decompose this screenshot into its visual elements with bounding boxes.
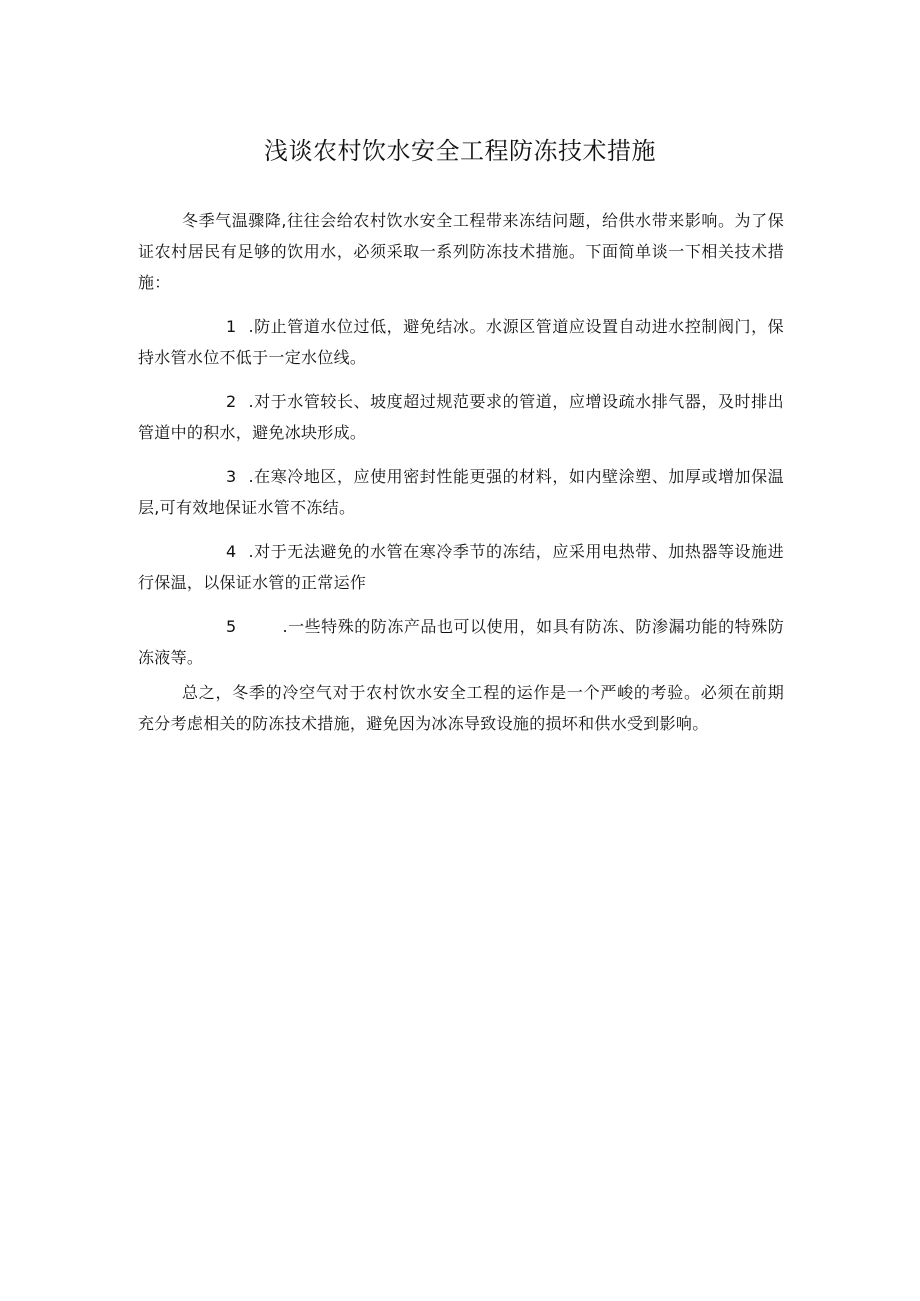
list-item-5: [138, 611, 784, 673]
list-item-text: .对于水管较长、坡度超过规范要求的管道，应增设疏水排气器，及时排出管道中的积水，避免冰块形成。: [138, 392, 784, 442]
paragraph-spacer: [138, 448, 784, 461]
list-item-number: 1: [226, 317, 237, 336]
list-item-text: .在寒冷地区，应使用密封性能更强的材料，如内壁涂塑、加厚或增加保温层,可有效地保证水管不冻结。: [138, 467, 784, 517]
list-item-number: 5: [226, 617, 237, 636]
list-item-4: [138, 536, 784, 598]
list-item-text: .一些特殊的防冻产品也可以使用，如具有防冻、防渗漏功能的特殊防冻液等。: [138, 617, 784, 667]
list-item-2: [138, 386, 784, 448]
page-title: 浅谈农村饮水安全工程防冻技术措施: [264, 137, 656, 165]
list-item-number: 2: [226, 392, 237, 411]
list-item-text: .对于无法避免的水管在寒冷季节的冻结，应采用电热带、加热器等设施进行保温，以保证水管的正常运作: [138, 542, 784, 592]
list-item-number: 3: [226, 467, 237, 486]
list-item-text: .防止管道水位过低，避免结冰。水源区管道应设置自动进水控制阀门，保持水管水位不低于一定水位线。: [138, 317, 784, 367]
paragraph-spacer: [138, 598, 784, 611]
intro-paragraph: 冬季气温骤降,往往会给农村饮水安全工程带来冻结问题，给供水带来影响。为了保证农村居民有足够的饮用水，必须采取一系列防冻技术措施。下面简单谈一下相关技术措施：: [138, 211, 784, 292]
list-item-1: [138, 311, 784, 373]
paragraph-spacer: [138, 298, 784, 311]
document-body: [138, 205, 784, 739]
conclusion-paragraph: 总之，冬季的冷空气对于农村饮水安全工程的运作是一个严峻的考验。必须在前期充分考虑相关的防冻技术措施，避免因为冰冻导致设施的损坏和供水受到影响。: [138, 683, 784, 733]
list-item-3: [138, 461, 784, 523]
paragraph-spacer: [138, 523, 784, 536]
paragraph-spacer: [138, 373, 784, 386]
list-item-number: 4: [226, 542, 237, 561]
